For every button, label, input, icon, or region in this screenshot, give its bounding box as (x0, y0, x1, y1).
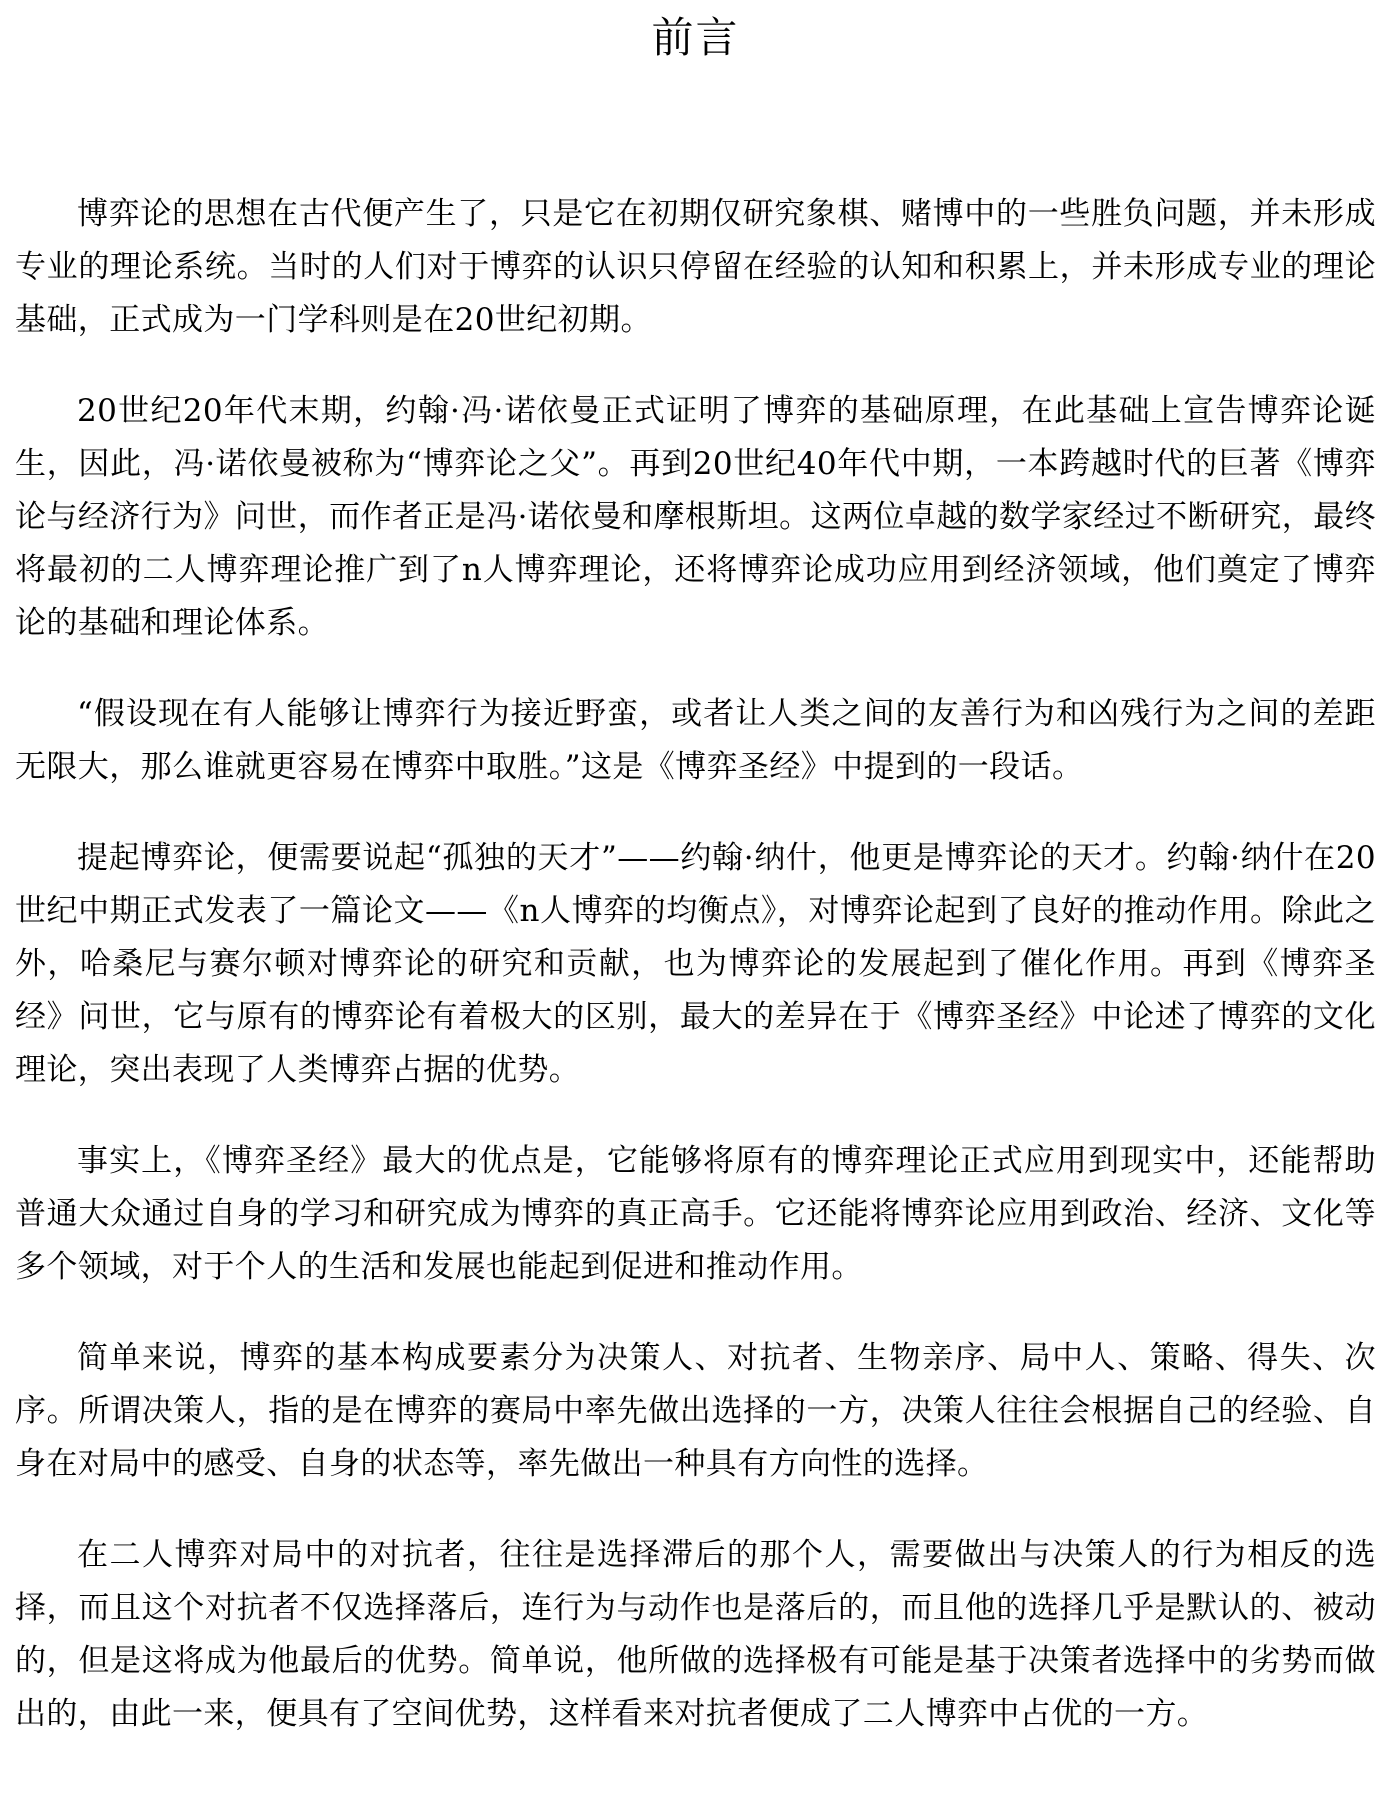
paragraph-2: 20世纪20年代末期，约翰·冯·诺依曼正式证明了博弈的基础原理，在此基础上宣告博弈论诞生，因此，冯·诺依曼被称为“博弈论之父”。再到20世纪40年代中期，一本跨越时代的巨著《博弈论与经济行为》问世，而作者正是冯·诺依曼和摩根斯坦。这两位卓越的数学家经过不断研究，最终将最初的二人博弈理论推广到了n人博弈理论，还将博弈论成功应用到经济领域，他们奠定了博弈论的基础和理论体系。 (15, 393, 1376, 641)
paragraph-4: 提起博弈论，便需要说起“孤独的天才”——约翰·纳什，他更是博弈论的天才。约翰·纳什在20世纪中期正式发表了一篇论文——《n人博弈的均衡点》，对博弈论起到了良好的推动作用。除此之外，哈桑尼与赛尔顿对博弈论的研究和贡献，也为博弈论的发展起到了催化作用。再到《博弈圣经》问世，它与原有的博弈论有着极大的区别，最大的差异在于《博弈圣经》中论述了博弈的文化理论，突出表现了人类博弈占据的优势。 (15, 840, 1376, 1088)
paragraph-3: “假设现在有人能够让博弈行为接近野蛮，或者让人类之间的友善行为和凶残行为之间的差距无限大，那么谁就更容易在博弈中取胜。”这是《博弈圣经》中提到的一段话。 (15, 696, 1376, 785)
paragraph-1: 博弈论的思想在古代便产生了，只是它在初期仅研究象棋、赌博中的一些胜负问题，并未形成专业的理论系统。当时的人们对于博弈的认识只停留在经验的认知和积累上，并未形成专业的理论基础，正式成为一门学科则是在20世纪初期。 (15, 196, 1376, 338)
paragraph-5: 事实上，《博弈圣经》最大的优点是，它能够将原有的博弈理论正式应用到现实中，还能帮助普通大众通过自身的学习和研究成为博弈的真正高手。它还能将博弈论应用到政治、经济、文化等多个领域，对于个人的生活和发展也能起到促进和推动作用。 (15, 1143, 1376, 1285)
document-body (15, 188, 1376, 1741)
page-title: 前言 (651, 13, 740, 62)
paragraph-6: 简单来说，博弈的基本构成要素分为决策人、对抗者、生物亲序、局中人、策略、得失、次序。所谓决策人，指的是在博弈的赛局中率先做出选择的一方，决策人往往会根据自己的经验、自身在对局中的感受、自身的状态等，率先做出一种具有方向性的选择。 (15, 1340, 1376, 1482)
paragraph-7: 在二人博弈对局中的对抗者，往往是选择滞后的那个人，需要做出与决策人的行为相反的选择，而且这个对抗者不仅选择落后，连行为与动作也是落后的，而且他的选择几乎是默认的、被动的，但是这将成为他最后的优势。简单说，他所做的选择极有可能是基于决策者选择中的劣势而做出的，由此一来，便具有了空间优势，这样看来对抗者便成了二人博弈中占优的一方。 (15, 1537, 1376, 1732)
